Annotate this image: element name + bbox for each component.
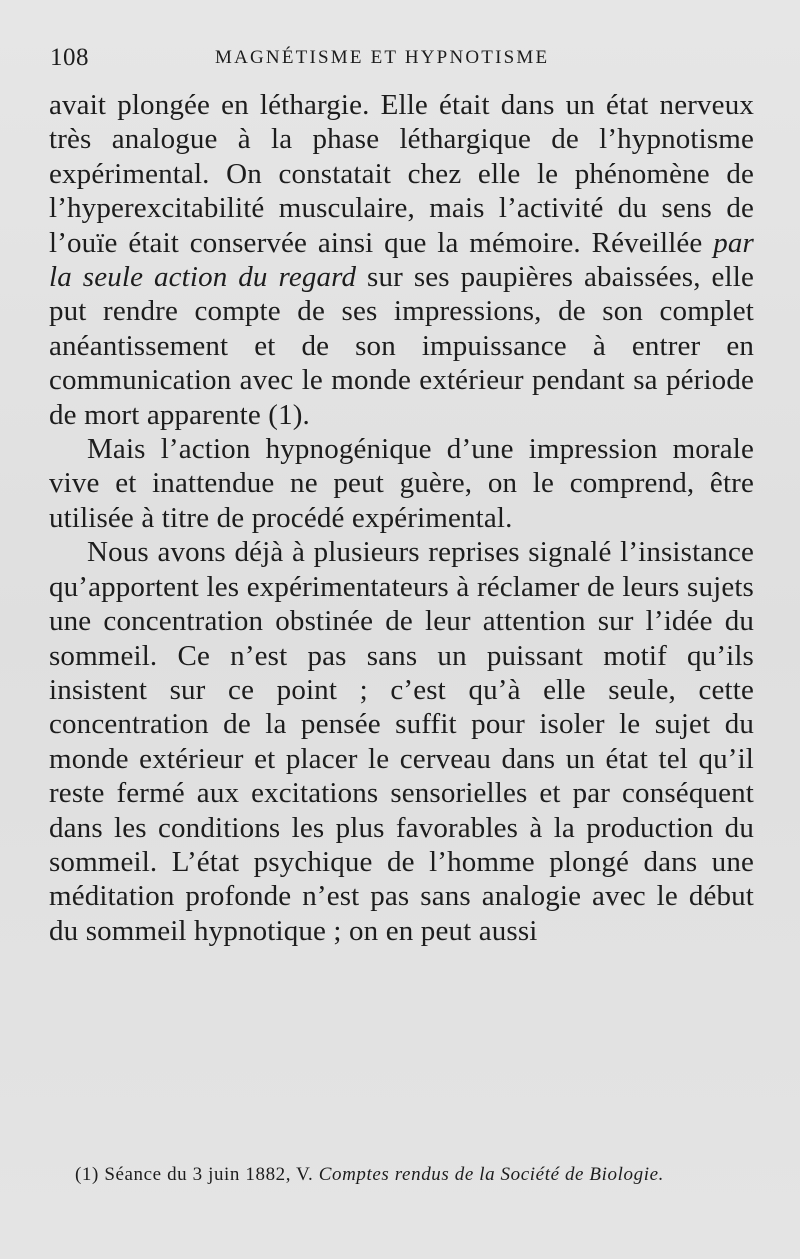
running-title: MAGNÉTISME ET HYPNOTISME [215,47,550,68]
footnote-reference: (1). [268,398,310,431]
footnote-italic: Comptes rendus de la Société de Biologie. [318,1164,664,1185]
footnotes [49,1162,754,1187]
page-number: 108 [50,44,89,71]
paragraph-1-rest: sur ses paupières abaissées, elle put rendre compte de ses impressions, de son complet anéantissement et de son impuissance à entrer en communication avec le monde extérieur pendant sa période de mort apparente [49,261,754,431]
paragraph-2: Mais l’action hypnogénique d’une impression morale vive et inattendue ne peut guère, on le comprend, être utilisée à titre de procédé expérimental. [49,433,754,534]
paragraph-1 [49,88,754,432]
paragraph-1-italic: par la seule action du regard [49,226,754,294]
paragraph-3: Nous avons déjà à plusieurs reprises signalé l’insistance qu’apportent les expérimentateurs à réclamer de leurs sujets une concentration obstinée de leur attention sur l’idée du sommeil. Ce n’est pas sans un puissant motif qu’ils insistent sur ce point ; c’est qu’à elle seule, cette concentration de la pensée suffit pour isoler le sujet du monde extérieur et placer le cerveau dans un état tel qu’il reste fermé aux excitations sensorielles et par conséquent dans les conditions les plus favorables à la production du sommeil. L’état psychique de l’homme plongé dans une méditation profonde n’est pas sans analogie avec le début du sommeil hypnotique ; on en peut aussi [49,536,754,947]
running-head [50,44,750,74]
footnote-1 [49,1162,754,1187]
paragraph-1-text: avait plongée en léthargie. Elle était dans un état nerveux très analogue à la phase léthargique de l’hypnotisme expérimental. On constatait chez elle le phénomène de l’hyperexcitabilité musculaire, mais l’activité du sens de l’ouïe était conservée ainsi que la mémoire. Réveillée [49,89,754,259]
footnote-marker: (1) [75,1164,99,1185]
body-text [49,88,754,948]
footnote-text: Séance du 3 juin 1882, V. [98,1164,319,1185]
